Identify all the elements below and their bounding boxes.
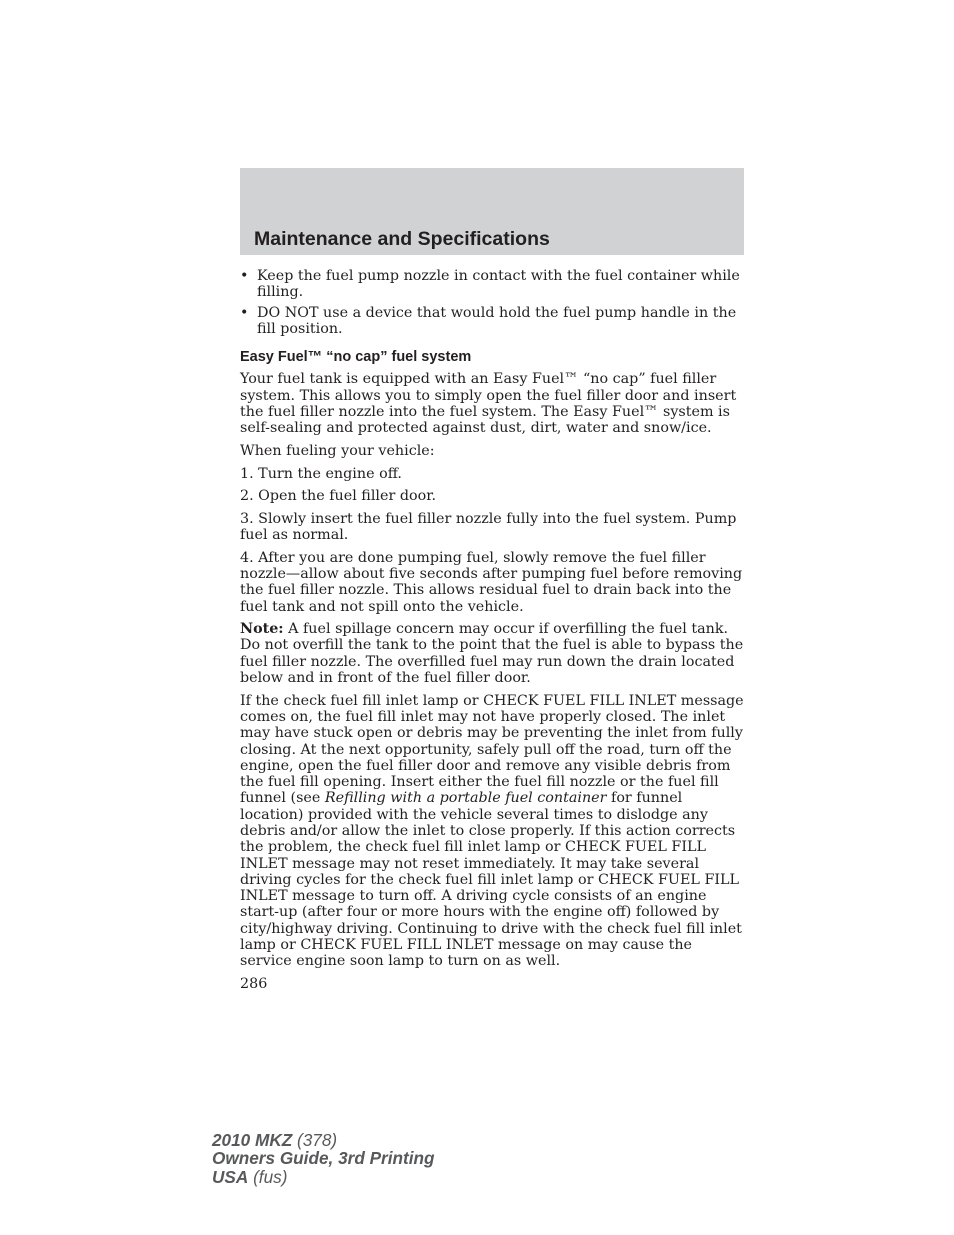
- bullet-text: Keep the fuel pump nozzle in contact with the fuel container while filling.: [257, 268, 740, 301]
- page-number: 286: [240, 975, 268, 992]
- footer-model: 2010 MKZ: [212, 1130, 293, 1150]
- footer-line-model: [212, 1131, 435, 1149]
- section-header-band: [240, 168, 744, 255]
- step-2: 2. Open the fuel filler door.: [240, 488, 437, 505]
- paragraph-intro: Your fuel tank is equipped with an Easy Fuel™ “no cap” fuel filler system. This allows you to simply open the fuel filler door and insert the fuel filler nozzle into the fuel system. The Easy Fuel™ system is self-sealing and protected against dust, dirt, water and snow/ice.: [240, 371, 737, 437]
- note-paragraph: [240, 621, 744, 686]
- bullet-item: [240, 268, 744, 301]
- paragraph-check-fuel-inlet: [240, 693, 744, 970]
- cross-reference: Refilling with a portable fuel container: [324, 790, 607, 807]
- step-1: 1. Turn the engine off.: [240, 465, 402, 482]
- subheading-easy-fuel: Easy Fuel™ “no cap” fuel system: [240, 349, 472, 366]
- step-3: 3. Slowly insert the fuel filler nozzle fully into the fuel system. Pump fuel as normal.: [240, 510, 737, 544]
- bullet-item: [240, 305, 744, 338]
- check-text-part1: If the check fuel fill inlet lamp or CHECK FUEL FILL INLET message comes on, the fuel fill inlet may not have properly closed. The inlet may have stuck open or debris may be preventing the inlet from fully closing. At the next opportunity, safely pull off the road, turn off the engine, open the fuel filler door and remove any visible debris from the fuel fill opening. Insert either the fuel fill nozzle or the fuel fill funnel (see: [240, 692, 744, 807]
- note-text: A fuel spillage concern may occur if overfilling the fuel tank. Do not overfill the tank to the point that the fuel is able to bypass the fuel filler nozzle. The overfilled fuel may run down the drain located below and in front of the fuel filler door.: [240, 621, 744, 687]
- footer-line-market: [212, 1168, 435, 1186]
- bullet-list: [240, 268, 744, 337]
- step-4: 4. After you are done pumping fuel, slowly remove the fuel filler nozzle—allow about five seconds after pumping fuel before removing the fuel filler nozzle. This allows residual fuel to drain back into the fuel tank and not spill onto the vehicle.: [240, 549, 743, 615]
- footer-market: USA: [212, 1166, 249, 1187]
- footer-market-code: (fus): [248, 1166, 288, 1187]
- page-content: [240, 268, 744, 992]
- footer-printing: Owners Guide, 3rd Printing: [212, 1148, 435, 1169]
- footer-model-code: (378): [292, 1130, 338, 1150]
- check-text-part2: for funnel location) provided with the vehicle several times to dislodge any debris and/or allow the inlet to close properly. If this action corrects the problem, the check fuel fill inlet lamp or CHECK FUEL FILL INLET message may not reset immediately. It may take several driving cycles for the check fuel fill inlet lamp or CHECK FUEL FILL INLET message to turn off. A driving cycle consists of an engine start-up (after four or more hours with the engine off) followed by city/highway driving. Continuing to drive with the check fuel fill inlet lamp or CHECK FUEL FILL INLET message on may cause the service engine soon lamp to turn on as well.: [240, 790, 742, 970]
- bullet-glyph: •: [240, 304, 249, 321]
- note-label: Note:: [240, 621, 284, 638]
- paragraph-when-fueling: When fueling your vehicle:: [240, 442, 435, 459]
- footer-imprint: [212, 1131, 435, 1186]
- bullet-text: DO NOT use a device that would hold the fuel pump handle in the fill position.: [257, 304, 737, 337]
- bullet-glyph: •: [240, 268, 249, 284]
- section-title: Maintenance and Specifications: [254, 228, 550, 250]
